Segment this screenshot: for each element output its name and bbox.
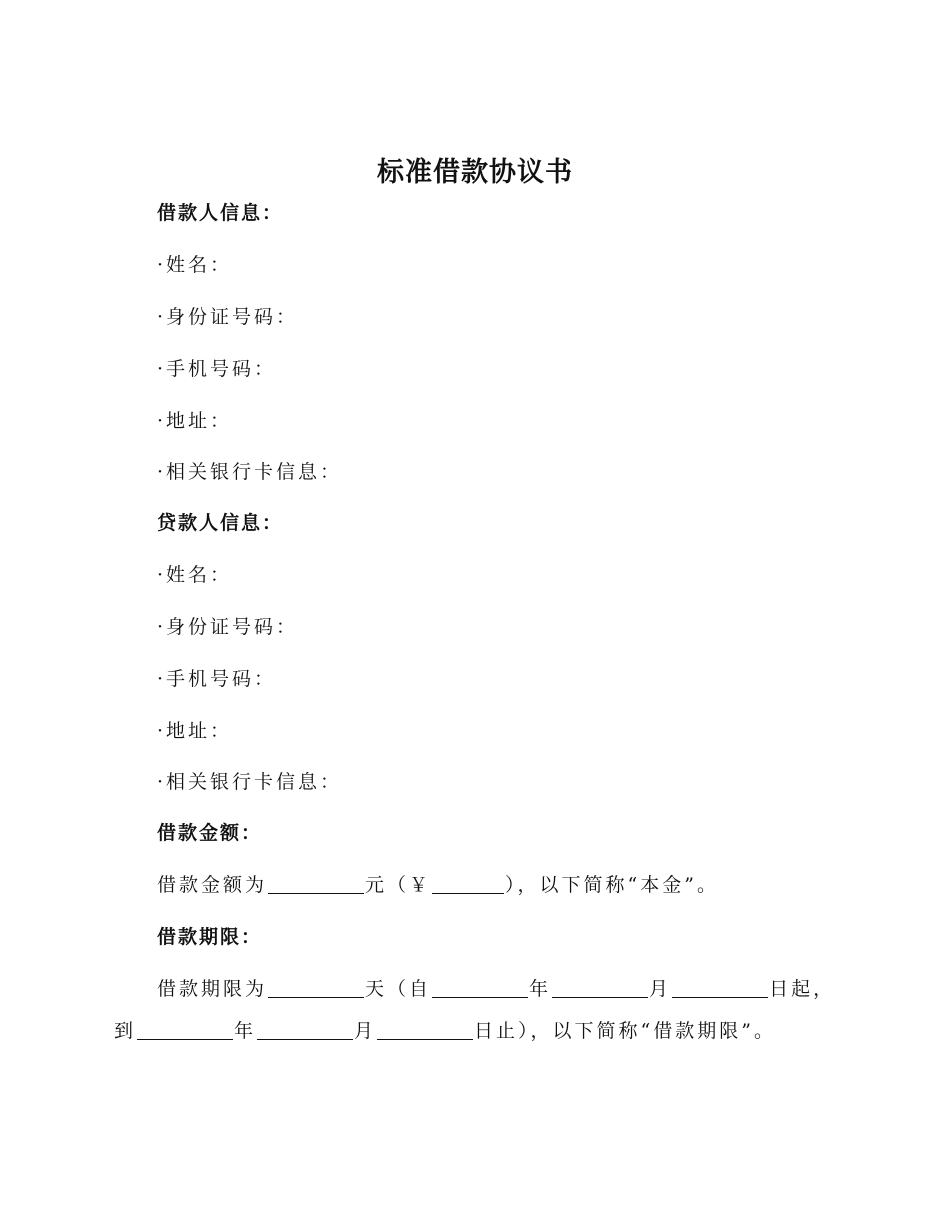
lender-name-field: ·姓名：	[157, 564, 233, 586]
amount-words-blank	[268, 873, 364, 894]
borrower-bank-card-field: ·相关银行卡信息：	[157, 461, 343, 483]
borrower-id-field: ·身份证号码：	[157, 306, 299, 328]
borrower-name-field: ·姓名：	[157, 254, 233, 276]
lender-heading: 贷款人信息：	[157, 512, 284, 534]
term-text-9: 日止），以下简称“借款期限”。	[474, 1020, 776, 1042]
amount-heading: 借款金额：	[157, 822, 263, 844]
borrower-phone-field: ·手机号码：	[157, 358, 277, 380]
term-text-7: 年	[234, 1020, 257, 1042]
term-text-4: 月	[649, 978, 672, 1000]
term-heading: 借款期限：	[157, 926, 263, 948]
lender-phone-field: ·手机号码：	[157, 668, 277, 690]
amount-paragraph	[157, 870, 719, 897]
end-year-blank	[137, 1019, 233, 1040]
borrower-address-field: ·地址：	[157, 410, 233, 432]
term-text-6: 到	[114, 1020, 137, 1042]
term-days-blank	[268, 977, 364, 998]
term-text-8: 月	[354, 1020, 377, 1042]
borrower-heading: 借款人信息：	[157, 202, 284, 224]
start-year-blank	[432, 977, 528, 998]
term-text-3: 年	[529, 978, 552, 1000]
document-title: 标准借款协议书	[377, 157, 573, 188]
lender-bank-card-field: ·相关银行卡信息：	[157, 771, 343, 793]
amount-text-3: ），以下简称“本金”。	[505, 874, 719, 896]
end-month-blank	[257, 1019, 353, 1040]
amount-text-1: 借款金额为	[157, 874, 268, 896]
lender-address-field: ·地址：	[157, 720, 233, 742]
start-day-blank	[672, 977, 768, 998]
end-day-blank	[377, 1019, 473, 1040]
term-paragraph-line-2	[114, 1016, 776, 1043]
term-text-1: 借款期限为	[157, 978, 268, 1000]
amount-text-2: 元（￥	[365, 874, 432, 896]
term-paragraph-line-1	[157, 974, 835, 1001]
term-text-5: 日起，	[769, 978, 836, 1000]
amount-number-blank	[432, 873, 504, 894]
start-month-blank	[552, 977, 648, 998]
term-text-2: 天（自	[365, 978, 432, 1000]
lender-id-field: ·身份证号码：	[157, 616, 299, 638]
